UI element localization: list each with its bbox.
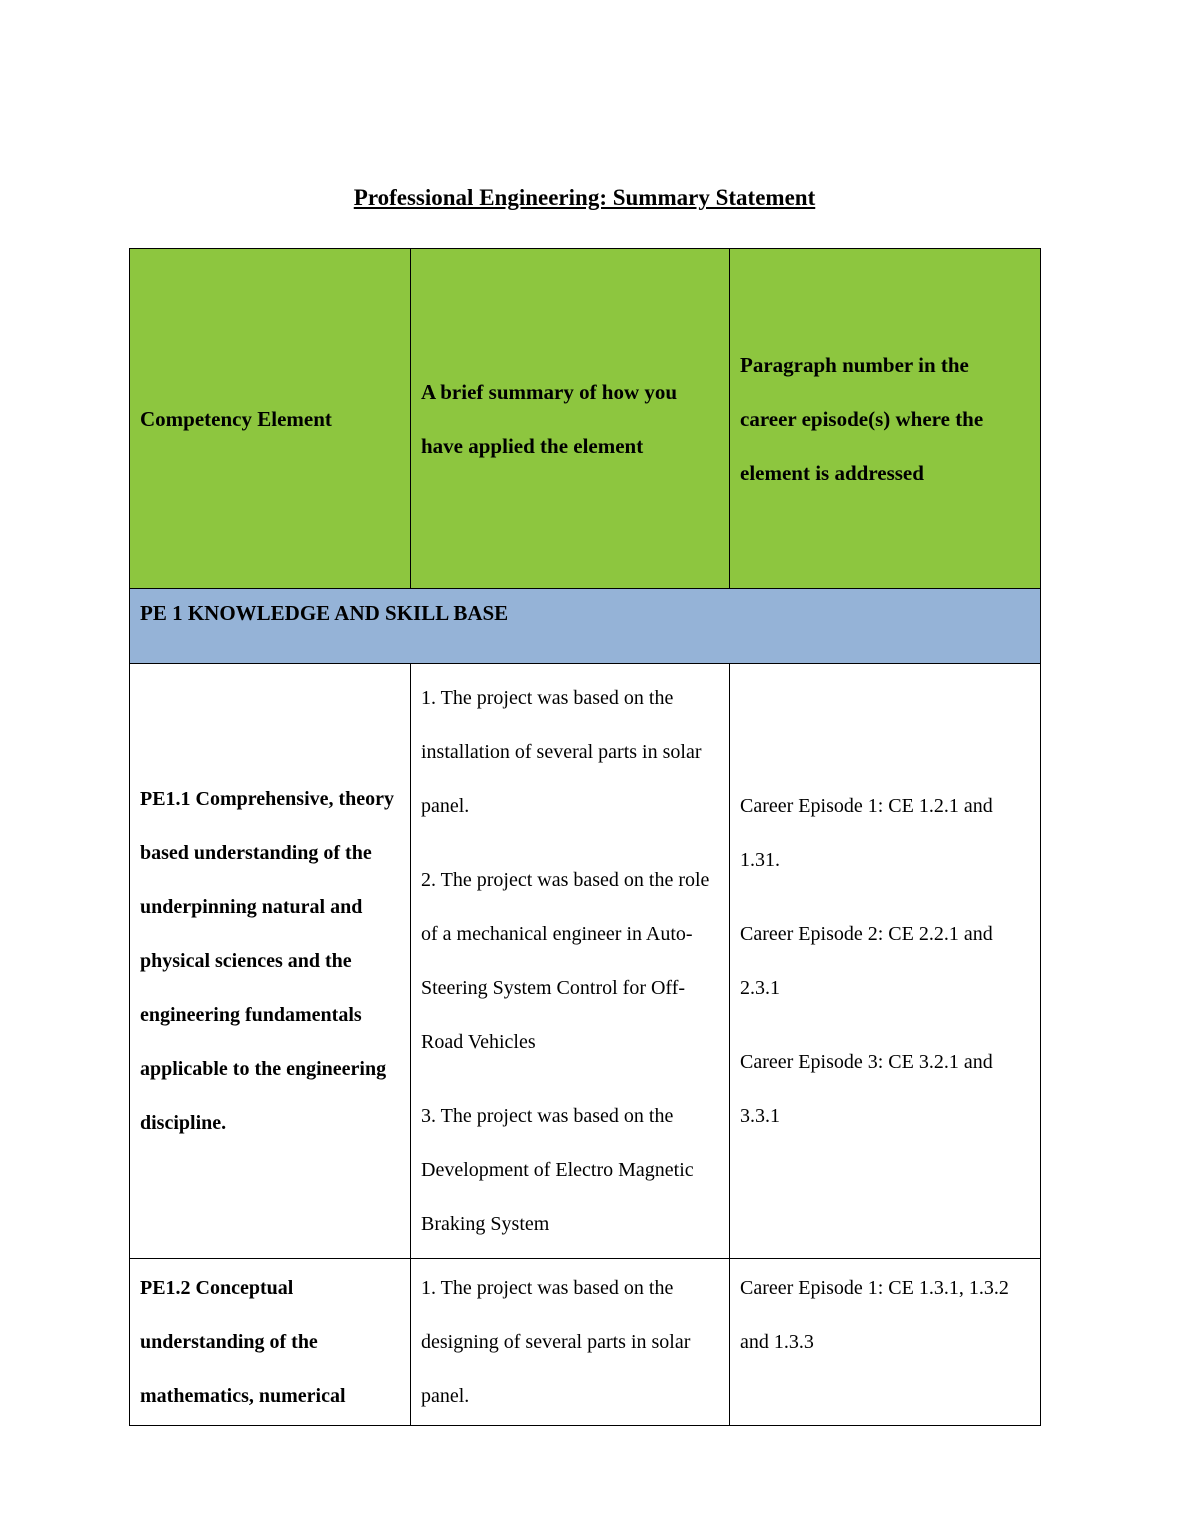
header-cell-competency-element: Competency Element [130, 249, 411, 589]
cell-competency-pe1-1: PE1.1 Comprehensive, theory based understanding of the underpinning natural and physical sciences and the engineering fundamentals applicable to the engineering discipline. [130, 664, 411, 1259]
cell-summary-pe1-2 [411, 1259, 730, 1426]
section-row [130, 589, 1041, 664]
summary-table [129, 248, 1041, 1426]
paragraph-text: 2. The project was based on the role of a mechanical engineer in Auto-Steering System Control for Off-Road Vehicles [421, 869, 710, 1053]
cell-paragraph-numbers-pe1-1 [730, 664, 1041, 1259]
document-title: Professional Engineering: Summary Statement [353, 185, 816, 210]
cell-competency-pe1-2: PE1.2 Conceptual understanding of the mathematics, numerical [130, 1259, 411, 1426]
section-label-pe1-knowledge-skill-base: PE 1 KNOWLEDGE AND SKILL BASE [130, 589, 1041, 664]
paragraph-text: 1. The project was based on the designing of several parts in solar panel. [421, 1277, 691, 1407]
paragraph-text: Career Episode 3: CE 3.2.1 and 3.3.1 [740, 1051, 993, 1127]
paragraph-text: Career Episode 1: CE 1.3.1, 1.3.2 and 1.3.3 [740, 1277, 1009, 1353]
paragraph-text: Career Episode 2: CE 2.2.1 and 2.3.1 [740, 923, 993, 999]
header-cell-brief-summary: A brief summary of how you have applied the element [411, 249, 730, 589]
table-header-row [130, 249, 1041, 589]
header-cell-paragraph-number: Paragraph number in the career episode(s) where the element is addressed [730, 249, 1041, 589]
paragraph-text: 3. The project was based on the Development of Electro Magnetic Braking System [421, 1105, 694, 1235]
paragraph-text: 1. The project was based on the installation of several parts in solar panel. [421, 687, 702, 817]
table-row [130, 664, 1041, 1259]
cell-summary-pe1-1 [411, 664, 730, 1259]
table-row [130, 1259, 1041, 1426]
cell-paragraph-numbers-pe1-2 [730, 1259, 1041, 1426]
paragraph-text: Career Episode 1: CE 1.2.1 and 1.31. [740, 795, 993, 871]
